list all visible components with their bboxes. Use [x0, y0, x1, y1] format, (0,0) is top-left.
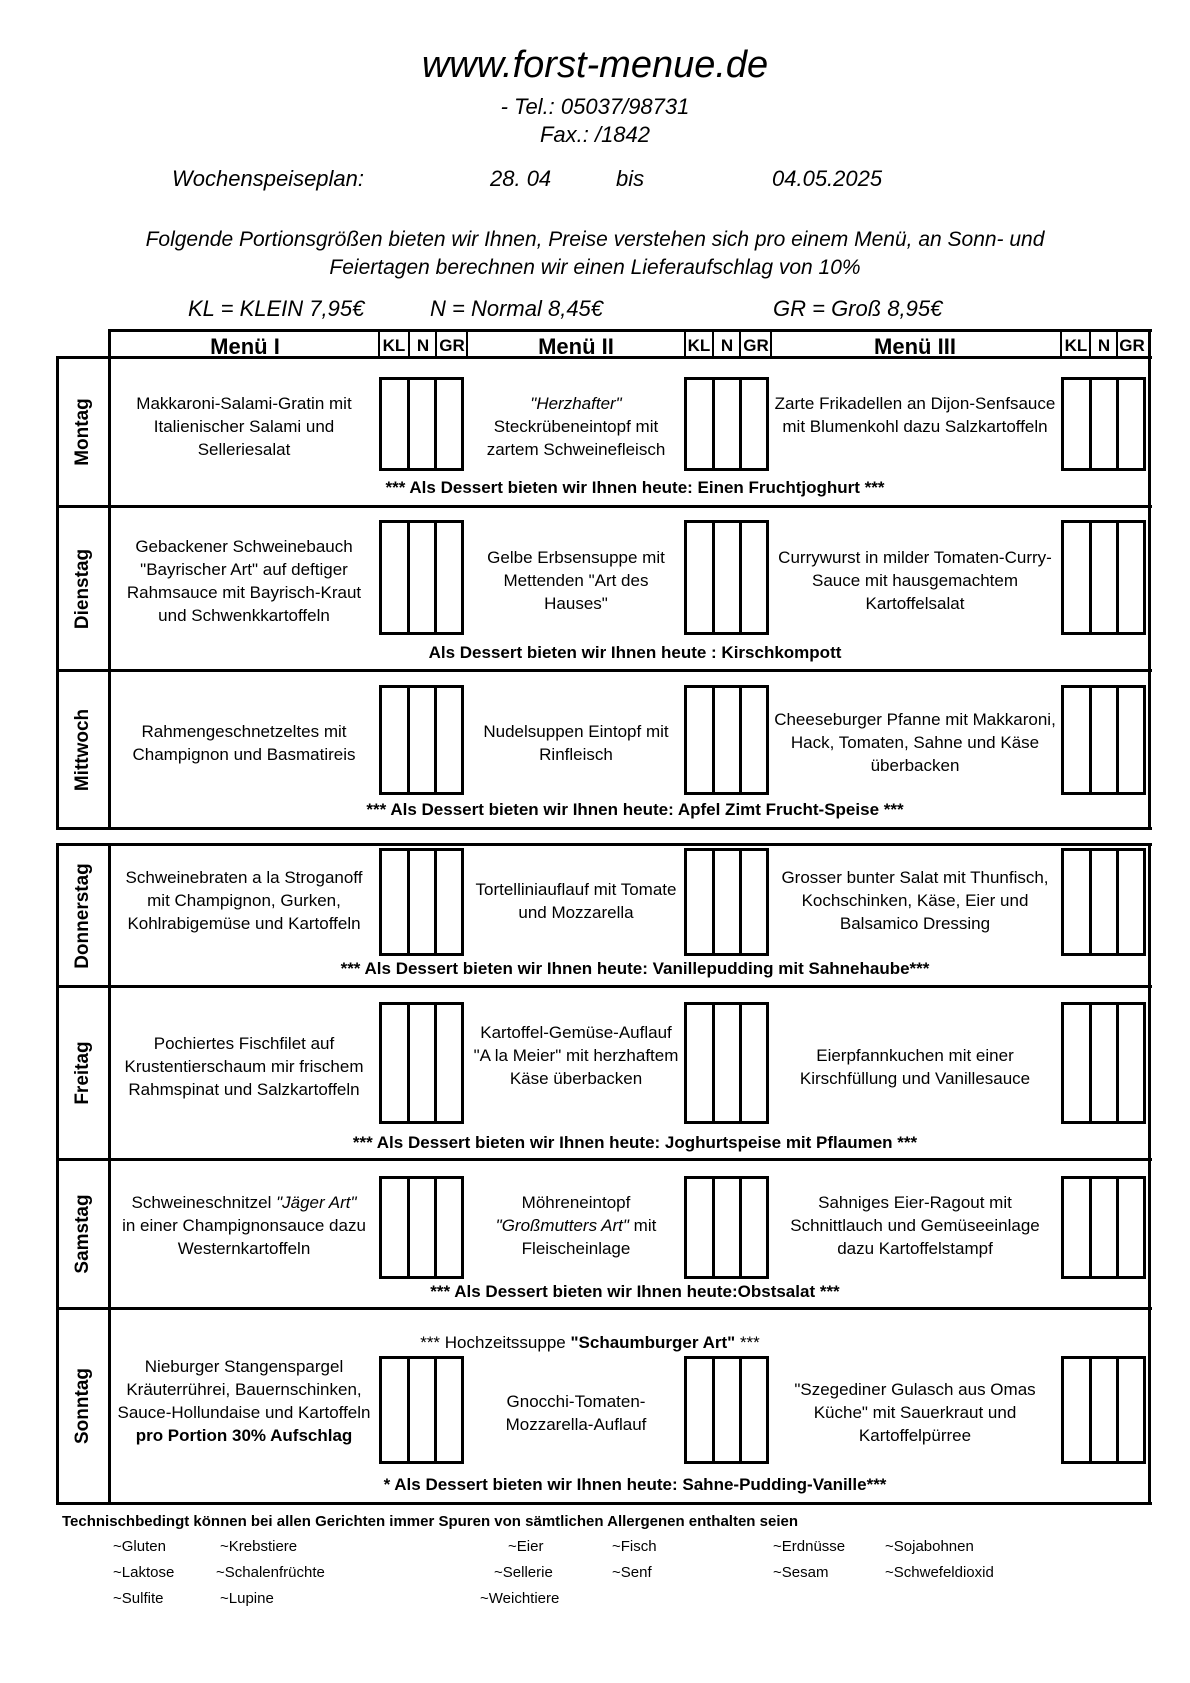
- header-right-line: [1148, 329, 1151, 359]
- frame-left-1: [56, 356, 59, 830]
- dish-samstag-menu1-b: "Jäger Art": [276, 1193, 357, 1212]
- allergen-notice: Technischbedingt können bei allen Gerichten immer Spuren von sämtlichen Allergenen enthalten seien: [62, 1513, 798, 1530]
- order-box[interactable]: [684, 1002, 769, 1124]
- dish-samstag-menu2-a: Möhreneintopf: [521, 1193, 631, 1212]
- day-separator: [56, 505, 1152, 508]
- order-box[interactable]: [684, 1176, 769, 1279]
- dish-mittwoch-menu3: Cheeseburger Pfanne mit Makkaroni, Hack, Tomaten, Sahne und Käse überbacken: [774, 710, 1056, 775]
- hdr-sep: [466, 330, 468, 357]
- dessert-sonntag: * Als Dessert bieten wir Ihnen heute: Sahne-Pudding-Vanille***: [383, 1475, 887, 1494]
- telephone: - Tel.: 05037/98731: [500, 94, 690, 119]
- day-label-freitag: Freitag: [72, 1041, 93, 1105]
- hdr-sep: [378, 330, 380, 357]
- order-box[interactable]: [684, 848, 769, 956]
- dish-mittwoch-menu1: Rahmengeschnetzeltes mit Champignon und Basmatireis: [132, 722, 356, 764]
- order-box[interactable]: [684, 377, 769, 471]
- soup-sonntag: *** Hochzeitssuppe "Schaumburger Art" ***: [420, 1333, 760, 1352]
- order-box[interactable]: [379, 520, 464, 635]
- header-kl-1: KL: [382, 336, 406, 355]
- dish-montag-menu2: [470, 392, 682, 461]
- header-gr-3: GR: [1119, 336, 1145, 355]
- dessert-freitag: *** Als Dessert bieten wir Ihnen heute: Joghurtspeise mit Pflaumen ***: [352, 1133, 918, 1152]
- day-separator: [56, 985, 1152, 988]
- order-box[interactable]: [1061, 1002, 1146, 1124]
- order-box[interactable]: [1061, 848, 1146, 956]
- dish-samstag-menu1-a: Schweineschnitzel: [131, 1193, 277, 1212]
- dish-dienstag-menu2: Gelbe Erbsensuppe mit Mettenden "Art des Hauses": [487, 548, 665, 613]
- header-menu2: Menü II: [538, 334, 614, 359]
- dessert-samstag: *** Als Dessert bieten wir Ihnen heute:Obstsalat ***: [430, 1282, 840, 1301]
- date-bis: bis: [616, 166, 645, 191]
- dish-sonntag-menu2: Gnocchi-Tomaten-Mozzarella-Auflauf: [505, 1392, 647, 1434]
- header-n-1: N: [416, 336, 430, 355]
- frame-right-1: [1148, 356, 1151, 830]
- day-label-mittwoch: Mittwoch: [72, 708, 93, 791]
- header-n-2: N: [720, 336, 734, 355]
- header-n-3: N: [1097, 336, 1111, 355]
- frame-top-2: [56, 843, 1152, 846]
- dish-samstag-menu2-b: "Großmutters Art": [495, 1216, 629, 1235]
- header-gr-1: GR: [439, 336, 465, 355]
- dish-samstag-menu3: Sahniges Eier-Ragout mit Schnittlauch und Gemüseeinlage dazu Kartoffelstampf: [790, 1193, 1040, 1258]
- allergen-item: ~Schalenfrüchte: [216, 1564, 325, 1581]
- dish-samstag-menu2: [470, 1191, 682, 1260]
- dish-freitag-menu2: Kartoffel-Gemüse-Auflauf "A la Meier" mit herzhaftem Käse überbacken: [473, 1023, 679, 1088]
- day-label-sonntag: Sonntag: [72, 1368, 93, 1444]
- day-label-montag: Montag: [72, 398, 93, 466]
- frame-right-2: [1148, 843, 1151, 1505]
- allergen-item: ~Senf: [612, 1564, 652, 1581]
- portion-info: Folgende Portionsgrößen bieten wir Ihnen, Preise verstehen sich pro einem Menü, an Sonn- und Feiertagen berechnen wir einen Lieferaufschlag von 10%: [145, 228, 1045, 279]
- header-menu1: Menü I: [210, 334, 280, 359]
- order-box[interactable]: [379, 685, 464, 795]
- day-separator: [56, 1158, 1152, 1161]
- allergen-item: ~Lupine: [220, 1590, 274, 1607]
- dessert-donnerstag: *** Als Dessert bieten wir Ihnen heute: Vanillepudding mit Sahnehaube***: [340, 959, 930, 978]
- dish-montag-menu2-text: Steckrübeneintopf mit zartem Schweinefleisch: [486, 417, 666, 459]
- dish-freitag-menu3: Eierpfannkuchen mit einer Kirschfüllung und Vanillesauce: [799, 1046, 1031, 1088]
- dish-samstag-menu1-c: in einer Champignonsauce dazu Westernkartoffeln: [122, 1216, 366, 1258]
- dish-samstag-menu2-c: mit Fleischeinlage: [521, 1216, 657, 1258]
- dish-samstag-menu1: [112, 1191, 376, 1260]
- header-top-line: [108, 329, 1152, 332]
- frame-left-2: [56, 843, 59, 1505]
- order-box[interactable]: [379, 1176, 464, 1279]
- allergen-item: ~Krebstiere: [220, 1538, 298, 1555]
- header-gr-2: GR: [743, 336, 769, 355]
- allergen-item: ~Schwefeldioxid: [885, 1564, 994, 1581]
- allergen-item: ~Sesam: [773, 1564, 829, 1581]
- day-separator: [56, 1307, 1152, 1310]
- dish-freitag-menu1: Pochiertes Fischfilet auf Krustentierschaum mir frischem Rahmspinat und Salzkartoffeln: [124, 1034, 364, 1099]
- order-box[interactable]: [684, 1356, 769, 1464]
- hdr-sep: [1060, 330, 1062, 357]
- dish-donnerstag-menu2: Tortelliniauflauf mit Tomate und Mozzarella: [475, 880, 677, 922]
- header-kl-3: KL: [1064, 336, 1088, 355]
- order-box[interactable]: [1061, 377, 1146, 471]
- order-box[interactable]: [379, 848, 464, 956]
- day-col-line-2: [108, 843, 111, 1505]
- date-to: 04.05.2025: [772, 166, 883, 191]
- allergen-item: ~Sellerie: [494, 1564, 553, 1581]
- hdr-sep: [435, 330, 437, 357]
- order-box[interactable]: [1061, 520, 1146, 635]
- day-separator: [56, 669, 1152, 672]
- allergen-item: ~Gluten: [113, 1538, 166, 1555]
- hdr-sep: [770, 330, 772, 357]
- order-box[interactable]: [379, 1002, 464, 1124]
- dish-dienstag-menu3: Currywurst in milder Tomaten-Curry-Sauce mit hausgemachtem Kartoffelsalat: [778, 548, 1052, 613]
- dessert-mittwoch: *** Als Dessert bieten wir Ihnen heute: Apfel Zimt Frucht-Speise ***: [366, 800, 904, 819]
- order-box[interactable]: [379, 1356, 464, 1464]
- dish-donnerstag-menu3: Grosser bunter Salat mit Thunfisch, Kochschinken, Käse, Eier und Balsamico Dressing: [781, 868, 1049, 933]
- dish-montag-menu1: Makkaroni-Salami-Gratin mit Italienischer Salami und Selleriesalat: [136, 394, 352, 459]
- day-label-donnerstag: Donnerstag: [72, 862, 93, 969]
- price-gr: GR = Groß 8,95€: [773, 296, 943, 321]
- dish-dienstag-menu1: Gebackener Schweinebauch "Bayrischer Art" auf deftiger Rahmsauce mit Bayrisch-Kraut und Schwenkkartoffeln: [126, 537, 362, 625]
- order-box[interactable]: [684, 685, 769, 795]
- plan-label: Wochenspeiseplan:: [172, 166, 365, 191]
- hdr-sep: [1089, 330, 1091, 357]
- hdr-sep: [712, 330, 714, 357]
- order-box[interactable]: [1061, 1176, 1146, 1279]
- day-label-dienstag: Dienstag: [72, 548, 93, 629]
- allergen-item: ~Weichtiere: [480, 1590, 560, 1607]
- frame-bottom-2: [56, 1502, 1152, 1505]
- order-box[interactable]: [1061, 1356, 1146, 1464]
- allergen-item: ~Erdnüsse: [773, 1538, 846, 1555]
- day-col-line-1: [108, 356, 111, 830]
- hdr-sep: [684, 330, 686, 357]
- fax: Fax.: /1842: [539, 122, 651, 147]
- dish-donnerstag-menu1: Schweinebraten a la Stroganoff mit Champignon, Gurken, Kohlrabigemüse und Kartoffeln: [125, 868, 363, 933]
- hdr-sep: [739, 330, 741, 357]
- day-label-samstag: Samstag: [72, 1194, 93, 1274]
- order-box[interactable]: [684, 520, 769, 635]
- dessert-dienstag: Als Dessert bieten wir Ihnen heute : Kirschkompott: [428, 643, 842, 662]
- dish-sonntag-menu1: Nieburger Stangenspargel Kräuterrührei, Bauernschinken, Sauce-Hollundaise und Kartoffeln pro Portion 30% Aufschlag: [117, 1357, 371, 1445]
- dish-montag-menu2-prefix: "Herzhafter": [530, 394, 622, 413]
- dish-mittwoch-menu2: Nudelsuppen Eintopf mit Rinfleisch: [483, 722, 669, 764]
- price-n: N = Normal 8,45€: [430, 296, 604, 321]
- order-box[interactable]: [1061, 685, 1146, 795]
- allergen-item: ~Sulfite: [113, 1590, 164, 1607]
- date-from: 28. 04: [490, 166, 552, 191]
- allergen-item: ~Eier: [508, 1538, 544, 1555]
- allergen-item: ~Laktose: [113, 1564, 175, 1581]
- frame-bottom-1: [56, 827, 1152, 830]
- hdr-sep: [1116, 330, 1118, 357]
- price-kl: KL = KLEIN 7,95€: [188, 296, 365, 321]
- header-kl-2: KL: [687, 336, 711, 355]
- header-menu3: Menü III: [874, 334, 956, 359]
- site-url: www.forst-menue.de: [421, 44, 769, 86]
- dessert-montag: *** Als Dessert bieten wir Ihnen heute: Einen Fruchtjoghurt ***: [385, 478, 885, 497]
- order-box[interactable]: [379, 377, 464, 471]
- dish-sonntag-menu3: "Szegediner Gulasch aus Omas Küche" mit Sauerkraut und Kartoffelpürree: [794, 1380, 1036, 1445]
- allergen-item: ~Sojabohnen: [885, 1538, 974, 1555]
- hdr-sep: [408, 330, 410, 357]
- dish-montag-menu3: Zarte Frikadellen an Dijon-Senfsauce mit Blumenkohl dazu Salzkartoffeln: [774, 394, 1056, 436]
- allergen-item: ~Fisch: [612, 1538, 657, 1555]
